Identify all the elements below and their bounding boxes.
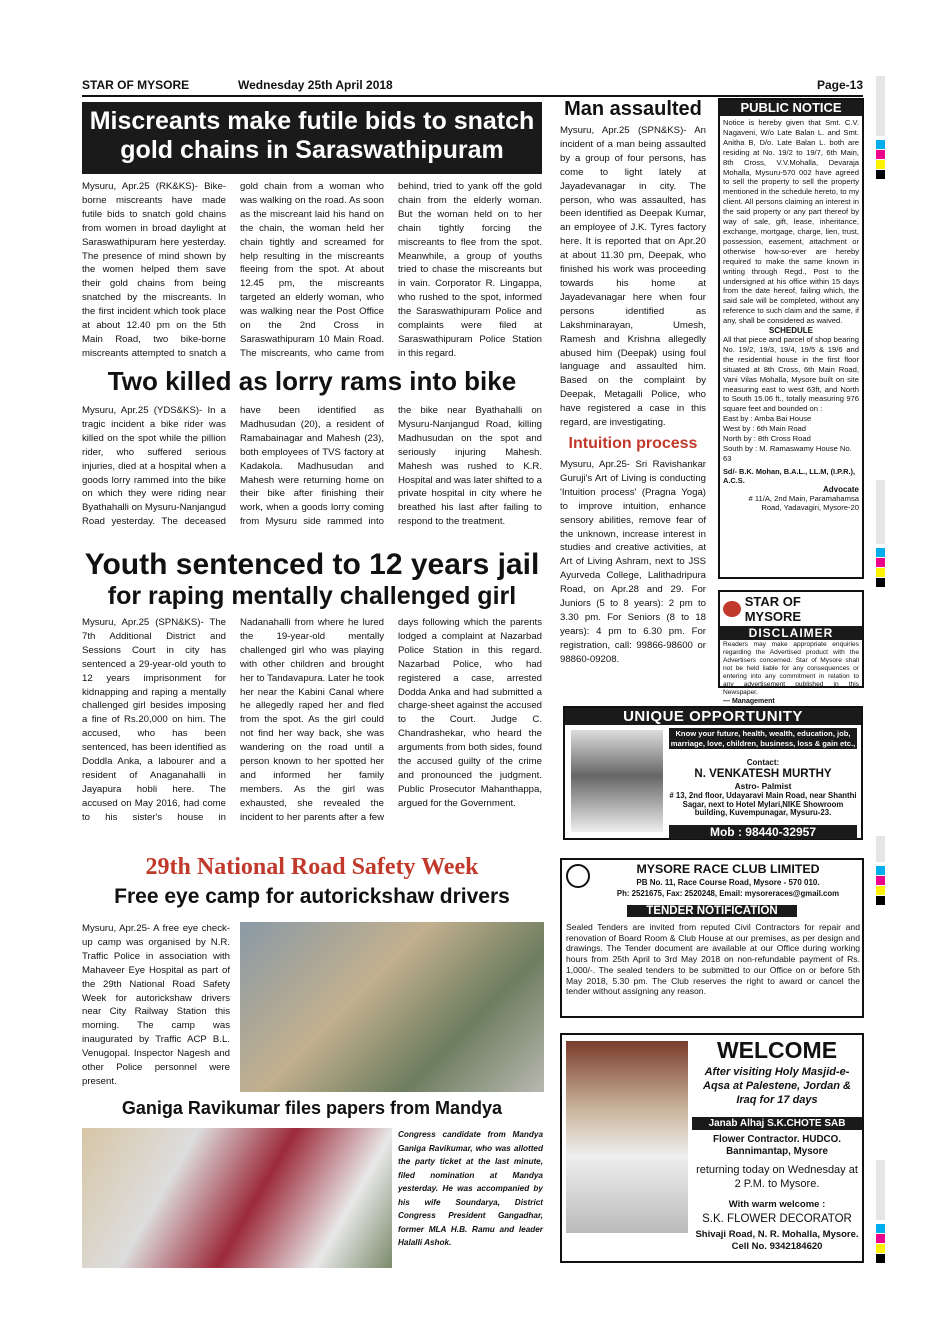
race-phone: Ph: 2521675, Fax: 2520248, Email: mysoreraces@gmail.com <box>616 889 840 898</box>
ganiga-caption: Congress candidate from Mandya Ganiga Ravikumar, who was allotted the party ticket at the last minute, filed nomination at Mandya yesterday. He was accompanied by his wife Soundarya, District Congress President Gangadhar, former MLA H.B. Ramu and leader Halalli Ashok. <box>398 1130 543 1247</box>
advocate-sign: Sd/- B.K. Mohan, B.A.L., LL.M, (I.P.R.), A.C.S. <box>723 466 856 485</box>
headline-box <box>82 102 542 174</box>
welcome-address: Shivaji Road, N. R. Mohalla, Mysore. Cell No. 9342184620 <box>695 1229 859 1252</box>
schedule-body: All that piece and parcel of shop bearing No. 19/2, 19/3, 19/4, 19/5 & 19/6 and the residential house in the first floor situated at 8th Cross, 6th Main Road, Vani Vilas Mohalla, Mysore built on site measuring east to west 63ft, and North to South 15.06 ft., totally measuring 976 square feet and bounded on : <box>723 335 859 414</box>
disclaimer-sign: — Management <box>723 698 775 705</box>
edge-strip-top <box>876 76 885 136</box>
astrologer-photo <box>571 730 663 832</box>
race-address: PB No. 11, Race Course Road, Mysore - 570 010. <box>636 878 820 887</box>
bound-south: South by : M. Ramaswamy House No. 63 <box>723 444 852 463</box>
disclaimer-title: DISCLAIMER <box>720 626 862 640</box>
advocate-address-1: # 11/A, 2nd Main, Paramahamsa <box>748 493 859 503</box>
registration-marks-2 <box>876 548 885 588</box>
headline-line2: for raping mentally challenged girl <box>107 582 517 610</box>
ad-title: UNIQUE OPPORTUNITY <box>565 708 861 725</box>
paper-name: STAR OF MYSORE <box>82 78 190 92</box>
welcome-name: Janab Alhaj S.K.CHOTE SAB <box>692 1117 862 1130</box>
bound-east: East by : Amba Bai House <box>723 414 812 424</box>
edge-strip-mid <box>876 480 885 544</box>
astrologer-name: N. VENKATESH MURTHY <box>694 768 832 780</box>
article-assault <box>560 124 706 429</box>
welcome-role: Flower Contractor. HUDCO. Bannimantap, Mysore <box>713 1134 841 1157</box>
nomination-photo <box>82 1128 392 1268</box>
astrologer-mobile: Mob : 98440-32957 <box>669 825 857 839</box>
tender-title: TENDER NOTIFICATION <box>627 905 797 917</box>
headline-lorry: Two killed as lorry rams into bike <box>107 366 517 396</box>
headline-youth <box>82 548 542 610</box>
disclaimer-box <box>718 590 864 705</box>
race-title: MYSORE RACE CLUB LIMITED <box>636 862 820 876</box>
article-eye-camp <box>82 922 230 1092</box>
registration-marks-1 <box>876 140 885 180</box>
article-youth <box>82 616 542 840</box>
headline-intuition: Intuition process <box>568 435 698 452</box>
welcome-return: returning today on Wednesday at 2 P.M. to Mysore. <box>696 1164 858 1190</box>
notice-title: PUBLIC NOTICE <box>720 100 862 116</box>
article-chain-snatch <box>82 180 542 363</box>
welcome-ad <box>560 1033 864 1263</box>
advocate-address-2: Road, Yadavagiri, Mysore-20 <box>761 502 859 512</box>
article-body: Mysuru, Apr.25- Sri Ravishankar Guruji's Art of Living is conducting 'Intuition process' (Pragna Yoga) to improve intuition, enhance sensory abilities, remove fear of the unknown, increase interest in studies and creative activities, at Art of Living Ashram, next to JSS Ayurveda College, Lalithadripura Road, on Apr.28 and 29. For Juniors (5 to 8 years): 2 pm to 3.30 pm. For Seniors (8 to 18 years): 4 pm to 6.30 pm. For registration, call: 99866-98600 or 98860-09208. <box>560 459 706 665</box>
registration-marks-3 <box>876 866 885 906</box>
ad-contact: Contact: <box>746 758 780 767</box>
welcome-sub: After visiting Holy Masjid-e-Aqsa at Palestene, Jordan & Iraq for 17 days <box>703 1066 851 1106</box>
headline-line1: Miscreants make futile bids to snatch <box>89 107 535 135</box>
article-body: Mysuru, Apr.25 (SPN&KS)- The 7th Additional District and Sessions Court in city has sentenced a 29-year-old youth to 12 years imprisonment for kidnapping and raping a mentally challenged girl besides imposing a fine of Rs.20,000 on him. The accused, who has been sentenced, has been identified as Doddla Anka, a labourer and a resident of Anaganahalli in Jayapura hobli here. The accused on May 2016, had come to his sister's house in Nadanahalli from where he lured the 19-year-old mentally challenged girl who was playing with other children and brought her to Tandavapura. Later he took her near the Kabini Canal where he allegedly raped her and fled from the spot. As the girl could not find her way back, she was wandering on the road until a person known to her spotted her and informed her family members. As the girl was exhausted, she revealed the incident to her parents after a few days following which the parents lodged a complaint at Nazarbad Police Station in this regard. Nazarbad Police, who had registered a case, arrested Dodda Anka and had submitted a charge-sheet against the accused to the Court. Judge C. Chandrashekar, who heard the arguments from both sides, found the accused guilty of the crime and pronounced the judgment. Public Prosecutor Mahanthappa, argued for the Government. <box>82 617 542 823</box>
schedule-title: SCHEDULE <box>768 326 813 336</box>
issue-date: Wednesday 25th April 2018 <box>238 78 393 92</box>
article-body: Mysuru, Apr.25 (YDS&KS)- In a tragic incident a bike rider was killed on the spot while the pillion rider, who suffered serious injuries, died at a hospital when a goods lorry rammed into the bike on which they were riding near Byathahalli on Mysuru-Nanjangud Road yesterday. The deceased have been identified as Madhusudan (20), a resident of Ramabainagar and Mahesh (23), both employees of TVS factory at Kadakola. Madhusudan and Mahesh were returning home on their bike after finishing their work, when a goods lorry coming from Mysuru side rammed into the bike near Byathahalli on Mysuru-Nanjangud Road, killing Madhusudan on the spot and seriously injuring Mahesh. Mahesh was rushed to K.R. Hospital and was later shifted to a private hospital in city where he breathed his last after failing to respond to the treatment. <box>82 405 542 528</box>
bound-north: North by : 8th Cross Road <box>723 434 811 444</box>
disclaimer-body: Readers may make appropriate enquiries regarding the Advertised product with the Advertisers concerned. Star of Mysore shall not be held liable for any consequences or entering into any commitment in relation to any advertisement published in this Newspaper. <box>723 641 859 696</box>
logo-icon <box>723 601 741 617</box>
notice-body: Notice is hereby given that Smt. C.V. Nagaveni, W/o Late Balan L. and Smt. Anitha B, D/o. Late Balan L. both are residing at No. 19/2 to 19/7, 6th Main, 8th Cross, V.V.Mohalla, Devaraja Mohalla, Mysuru-570 002 have agreed to sell the property to sell the property mentioned in the schedule hereto, to my client. All persons claiming an interest in the said property or any part thereof by way of sale, gift, lease, inheritance, exchange, mortgage, charge, lien, trust, possession, easement, attachment or otherwise how-so-ever are hereby required to make the same known in writing through Regd., Post to the undersigned at his office within 15 days from the date hereof, failing which, the said sale will be completed, without any reference to such claim and the same, if any, shall be considered as waived. <box>723 118 859 326</box>
article-body: Mysuru, Apr.25 (RK&KS)- Bike-borne miscreants have made futile bids to snatch gold chains from women in broad daylight at Saraswathipuram here yesterday. The presence of mind shown by the women helped them save their gold chains from being snatched by the miscreants. In the first incident which took place at about 12.40 pm on the 5th Main Road, two bike-borne miscreants attempted to snatch a gold chain from a woman who was walking on the road. As soon as the miscreant laid his hand on the chain, the woman held her chain tightly and screamed for help resulting in the miscreants fleeing from the spot. At about 12.45 pm, the miscreants targeted an elderly woman, who was walking near the Post Office on the 2nd Cross in Saraswathipuram 10 Main Road. The miscreants, who came from behind, tried to yank off the gold chain from the elderly woman. But the woman held on to her chain tightly forcing the miscreants to flee from the spot. Meanwhile, a group of youths tried to chase the miscreants but in vain. Corporator R. Lingappa, who rushed to the spot, informed the Saraswathipuram Police and complaints were filed at Saraswathipuram Police Station in this regard. <box>82 181 542 359</box>
disclaimer-brand: STAR OF MYSORE <box>744 594 802 624</box>
headline-line2: gold chains in Saraswathipuram <box>120 136 504 164</box>
ad-tagline: Know your future, health, wealth, education, job, marriage, love, children, business, loss & gain etc., <box>670 729 856 748</box>
ganiga-title: Ganiga Ravikumar files papers from Mandya <box>121 1098 503 1118</box>
road-kicker: 29th National Road Safety Week <box>145 854 479 880</box>
masthead-bar <box>82 75 863 97</box>
headline-assault: Man assaulted <box>564 98 702 120</box>
horseshoe-icon <box>566 864 590 888</box>
road-title: Free eye camp for autorickshaw drivers <box>114 885 510 908</box>
astro-ad <box>563 706 863 840</box>
tender-body: Sealed Tenders are invited from reputed Civil Contractors for repair and renovation of Board Room & Club House at our premises, as per design and drawings. The Tender document are available at our Office during working hours from 25th April to 3rd May 2018 on non-refundable payment of Rs. 1,000/-. The sealed tenders to be submitted to our Office on or before 5th May 2018, 5.30 pm. The Club reserves the right to award or cancel the tender without assigning any reason. <box>566 922 860 997</box>
page-number: Page-13 <box>816 78 863 92</box>
registration-marks-4 <box>876 1224 885 1264</box>
edge-strip-bottom <box>876 1160 885 1220</box>
welcome-title: WELCOME <box>716 1037 838 1063</box>
astrologer-role: Astro- Palmist <box>734 781 792 791</box>
edge-strip-low <box>876 836 885 862</box>
article-body: Mysuru, Apr.25- A free eye check-up camp was organised by N.R. Traffic Police in association with Mahaveer Eye Hospital as part of the 29th National Road Safety Week for autorickshaw drivers near City Railway Station this morning. The camp was inaugurated by Traffic ACP B.L. Venugopal. Inspector Nagesh and other Police personnel were present. <box>82 923 230 1087</box>
headline-line1: Youth sentenced to 12 years jail <box>84 548 540 581</box>
welcome-with: With warm welcome : <box>728 1199 826 1210</box>
article-body: Mysuru, Apr.25 (SPN&KS)- An incident of a man being assaulted by a group of four persons, has come to light lately at Jayadevanagar in city. The person, who was assaulted, has been identified as Deepak Kumar, an employee of J.K. Tyres factory here. It is reported that on Apr.20 at about 11.30 pm, Deepak, who finished his work was proceeding towards his home at Jayadevanagar here when four persons identified as Lakshminarayan, Umesh, Ramesh and Krishna allegedly abused him (Deepak) using foul language and assaulted him. Based on the complaint by Deepak, Metagalli Police, who have registered a case in this regard, are investigating. <box>560 125 706 429</box>
bound-west: West by : 6th Main Road <box>723 424 807 434</box>
article-lorry <box>82 404 542 544</box>
eye-camp-photo <box>240 922 544 1092</box>
advocate-role: Advocate <box>822 484 859 494</box>
race-club-ad <box>560 858 864 1018</box>
article-intuition <box>560 458 706 698</box>
astrologer-address: # 13, 2nd floor, Udayaravi Main Road, near Shanthi Sagar, next to Hotel Mylari,NIKE Showroom building, Kuvempunagar, Mysuru-23. <box>669 791 857 818</box>
public-notice <box>718 98 864 579</box>
welcome-firm: S.K. FLOWER DECORATOR <box>702 1213 852 1225</box>
